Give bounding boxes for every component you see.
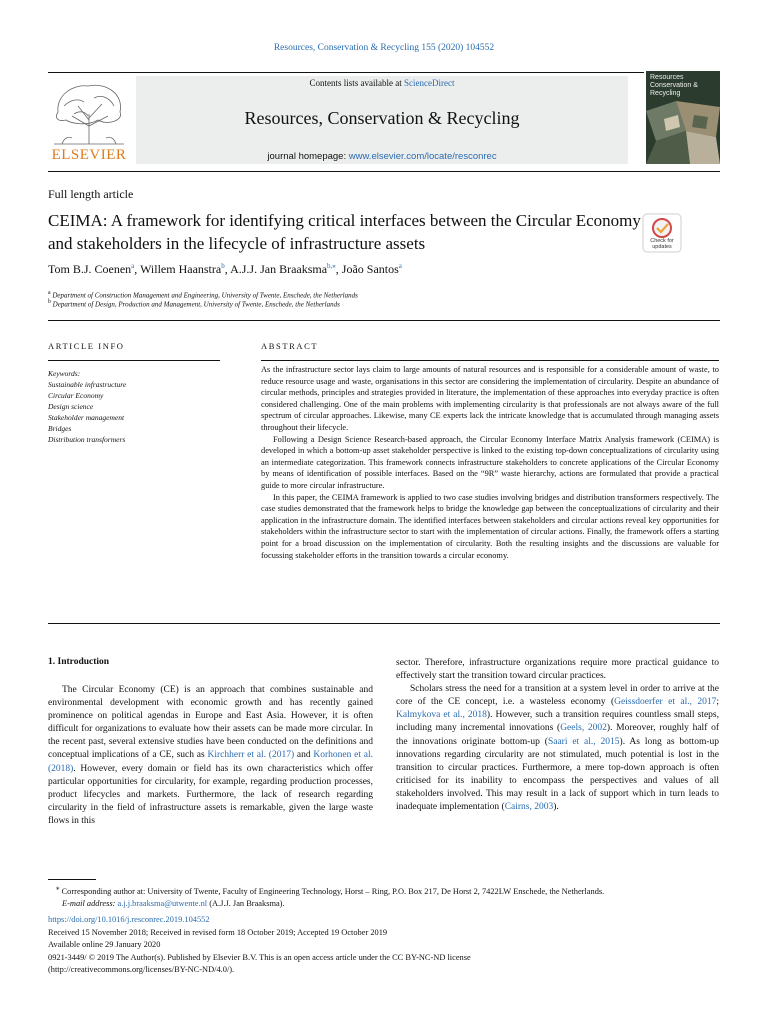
reference-link[interactable]: Saari et al., 2015: [547, 736, 620, 747]
license-line-2[interactable]: (http://creativecommons.org/licenses/BY-NC-ND/4.0/).: [48, 965, 235, 974]
intro-right-column: [396, 657, 719, 814]
keyword: Bridges: [48, 424, 72, 433]
intro-text: Scholars stress the need for a transition at a system level in order to arrive at the core of the CE concept, i.e. a wasteless economy (: [396, 684, 719, 708]
author-name[interactable]: João Santos: [341, 262, 399, 276]
intro-text: The Circular Economy (CE) is an approach that combines sustainable and environmental development with economic growth and has recently gained prominence on political agendas in Europe and East Asia. However, it is often difficult for organizations to evaluate how their assets can be made more circular. In the recent past, several extensive studies have been conducted on the definitions and conceptual implications of a CE, such as: [48, 685, 373, 761]
author-name[interactable]: Tom B.J. Coenen: [48, 262, 132, 276]
author-list: Tom B.J. Coenen$^a$, Willem Haanstra$^b$, A.J.J. Jan Braaksma$^{b,⁎}$, João Santos$^a$: [48, 262, 402, 276]
reference-link[interactable]: Kalmykova et al., 2018: [396, 710, 487, 721]
affiliation-text: Department of Construction Management and Engineering, University of Twente, Enschede, the Netherlands: [52, 291, 358, 300]
keyword: Sustainable infrastructure: [48, 380, 127, 389]
article-type: Full length article: [48, 187, 134, 201]
intro-paragraph: [396, 683, 719, 814]
elsevier-wordmark: ELSEVIER: [51, 147, 127, 163]
footnote-text: Corresponding author at: University of Twente, Faculty of Engineering Technology, Horst – Ring, P.O. Box 217, De Horst 2, 7422LW Enschede, the Netherlands.: [59, 886, 605, 896]
affiliation-letter: a: [48, 290, 51, 296]
affiliation-a: [48, 290, 358, 299]
abstract-bottom-rule: [48, 623, 720, 624]
keyword: Design science: [48, 402, 94, 411]
affiliation-letter: b: [48, 299, 51, 305]
intro-text: and: [294, 750, 314, 761]
section-heading-introduction: 1. Introduction: [48, 657, 110, 667]
intro-text: ).: [553, 802, 559, 813]
footnote-rule: [48, 879, 96, 880]
reference-link[interactable]: Geels, 2002: [560, 723, 607, 734]
footnote-mark: ⁎: [56, 884, 60, 892]
received-dates: Received 15 November 2018; Received in revised form 18 October 2019; Accepted 19 October 2019: [48, 928, 388, 937]
footnote-email-line: [48, 898, 728, 910]
author-affiliation-mark[interactable]: a: [131, 262, 135, 270]
header-divider: [48, 320, 720, 321]
sciencedirect-link[interactable]: ScienceDirect: [404, 78, 455, 88]
license-line-1: 0921-3449/ © 2019 The Author(s). Published by Elsevier B.V. This is an open access article under the CC BY-NC-ND license: [48, 953, 471, 962]
reference-link[interactable]: Korhonen et al. (2018): [48, 750, 374, 774]
journal-title: Resources, Conservation & Recycling: [244, 108, 520, 128]
email-label: E-mail address:: [62, 898, 116, 908]
email-suffix: (A.J.J. Jan Braaksma).: [207, 898, 285, 908]
reference-link[interactable]: Geissdoerfer et al., 2017: [614, 697, 717, 708]
author-name[interactable]: A.J.J. Jan Braaksma: [230, 262, 328, 276]
affiliation-b: [48, 299, 340, 308]
author-affiliation-mark[interactable]: b,⁎: [327, 262, 336, 270]
intro-paragraph: [48, 684, 373, 828]
doi-link[interactable]: https://doi.org/10.1016/j.resconrec.2019.104552: [48, 915, 210, 924]
author-name[interactable]: Willem Haanstra: [140, 262, 222, 276]
cover-title: Resources Conservation & Recycling: [650, 74, 698, 97]
journal-cover-thumbnail[interactable]: [646, 71, 720, 164]
intro-text: ). As long as bottom-up innovations regarding circularity are not stimulated, much potential is lost in the transition to circular practices. Furthermore, a mere top-down approach is often criticised for its inability to encompass the perspectives and values of all stakeholders involved. This may result in a lack of support which in turn leads to inadequate implementation (: [396, 736, 719, 813]
intro-text: ). Moreover, roughly half of the innovations originate bottom-up (: [396, 723, 719, 747]
keyword: Distribution transformers: [48, 435, 126, 444]
footnote-line: [48, 882, 728, 898]
contents-available-line: [136, 78, 628, 88]
keyword: Circular Economy: [48, 391, 104, 400]
keyword: Stakeholder management: [48, 413, 125, 422]
abstract-rule: [261, 360, 719, 361]
crossmark-badge[interactable]: [642, 213, 682, 253]
masthead-bottom-rule: [48, 171, 720, 172]
article-info-rule: [48, 360, 220, 361]
reference-link[interactable]: Kirchherr et al. (2017): [207, 750, 295, 761]
affiliation-text: Department of Design, Production and Management, University of Twente, Enschede, the Netherlands: [52, 300, 340, 309]
keywords-label: Keywords:: [48, 369, 81, 378]
article-info-heading: ARTICLE INFO: [48, 341, 125, 351]
abstract-paragraph: In this paper, the CEIMA framework is applied to two case studies involving bridges and distribution transformers respectively. The case studies demonstrated that the framework helps to bridge the knowledge gap between the conceptualizations of circularity and their application in the infrastructure domain. The identified interfaces between stakeholders and circular actions reveal key opportunities for stakeholders within the infrastructure sector to start with the implementation of circular actions. Finally, the framework offers a starting point for a broad discussion on the implementation of circularity. Both the resulting insights and the discussions are valuable for focussing stakeholder efforts in the transition towards a circular economy.: [261, 492, 719, 560]
contents-label: Contents lists available at: [309, 78, 404, 88]
abstract-heading: ABSTRACT: [261, 341, 319, 351]
article-title: CEIMA: A framework for identifying critical interfaces between the Circular Economy and stakeholders in the lifecycle of infrastructure assets: [48, 211, 641, 253]
journal-homepage: [136, 151, 628, 162]
journal-citation[interactable]: Resources, Conservation & Recycling 155 (2020) 104552: [273, 43, 495, 53]
abstract-body: [261, 364, 719, 561]
author-affiliation-mark[interactable]: a: [398, 262, 402, 270]
elsevier-tree-icon: [48, 76, 130, 146]
elsevier-logo[interactable]: [48, 76, 130, 164]
corresponding-author-footnote: [48, 882, 728, 910]
intro-text: ;: [716, 697, 719, 708]
intro-text: ). However, such a transition requires countless small steps, including many incremental innovations (: [396, 710, 719, 734]
homepage-link[interactable]: www.elsevier.com/locate/resconrec: [348, 151, 497, 162]
cover-art-icon: [646, 71, 720, 164]
homepage-label: journal homepage:: [267, 151, 349, 162]
email-link[interactable]: a.j.j.braaksma@utwente.nl: [117, 898, 208, 908]
intro-left-column: [48, 684, 373, 828]
abstract-paragraph: Following a Design Science Research-based approach, the Circular Economy Interface Matrix Analysis framework (CEIMA) is developed in which a bottom-up asset stakeholder perspective is linked to the existing top-down conceptualizations of circularity using an intermediate categorization. This framework connects infrastructure stakeholders to concrete applications of the Circular Economy by means of identification of possible interfaces. Based on the “9R” waste hierarchy, actions are formulated that provide a practical guide to more circular infrastructure.: [261, 434, 719, 490]
intro-paragraph: sector. Therefore, infrastructure organizations require more practical guidance to effectively start the transition toward circular practices.: [396, 658, 719, 682]
abstract-paragraph: As the infrastructure sector lays claim to large amounts of natural resources and is responsible for a considerable amount of waste, to reduce resource usage and waste, organisations in this sector are considering the implementation of circularity. Despite an abundance of circular methods, principles and strategies provided in literature, the implementation of these approaches into everyday practice is often considered challenging. One of the main problems with implementing circularity is that professionals are not always aware of the full spectrum of circular approaches. Likewise, many CE experts lack the intricate knowledge that is accumulated through managing assets throughout their lifecycle.: [261, 365, 719, 432]
crossmark-label: Check for updates: [650, 238, 674, 250]
reference-link[interactable]: Cairns, 2003: [504, 802, 554, 813]
author-affiliation-mark[interactable]: b: [221, 262, 225, 270]
intro-text: . However, every domain or field has its own characteristics which offer particular opportunities for circularity, for example, regarding production processes, product lifecycles and markets. Furthermore, the lack of research regarding circularity in the field of infrastructure assets is remarkable, given the large waste flows in this: [48, 763, 373, 826]
available-online: Available online 29 January 2020: [48, 940, 161, 949]
